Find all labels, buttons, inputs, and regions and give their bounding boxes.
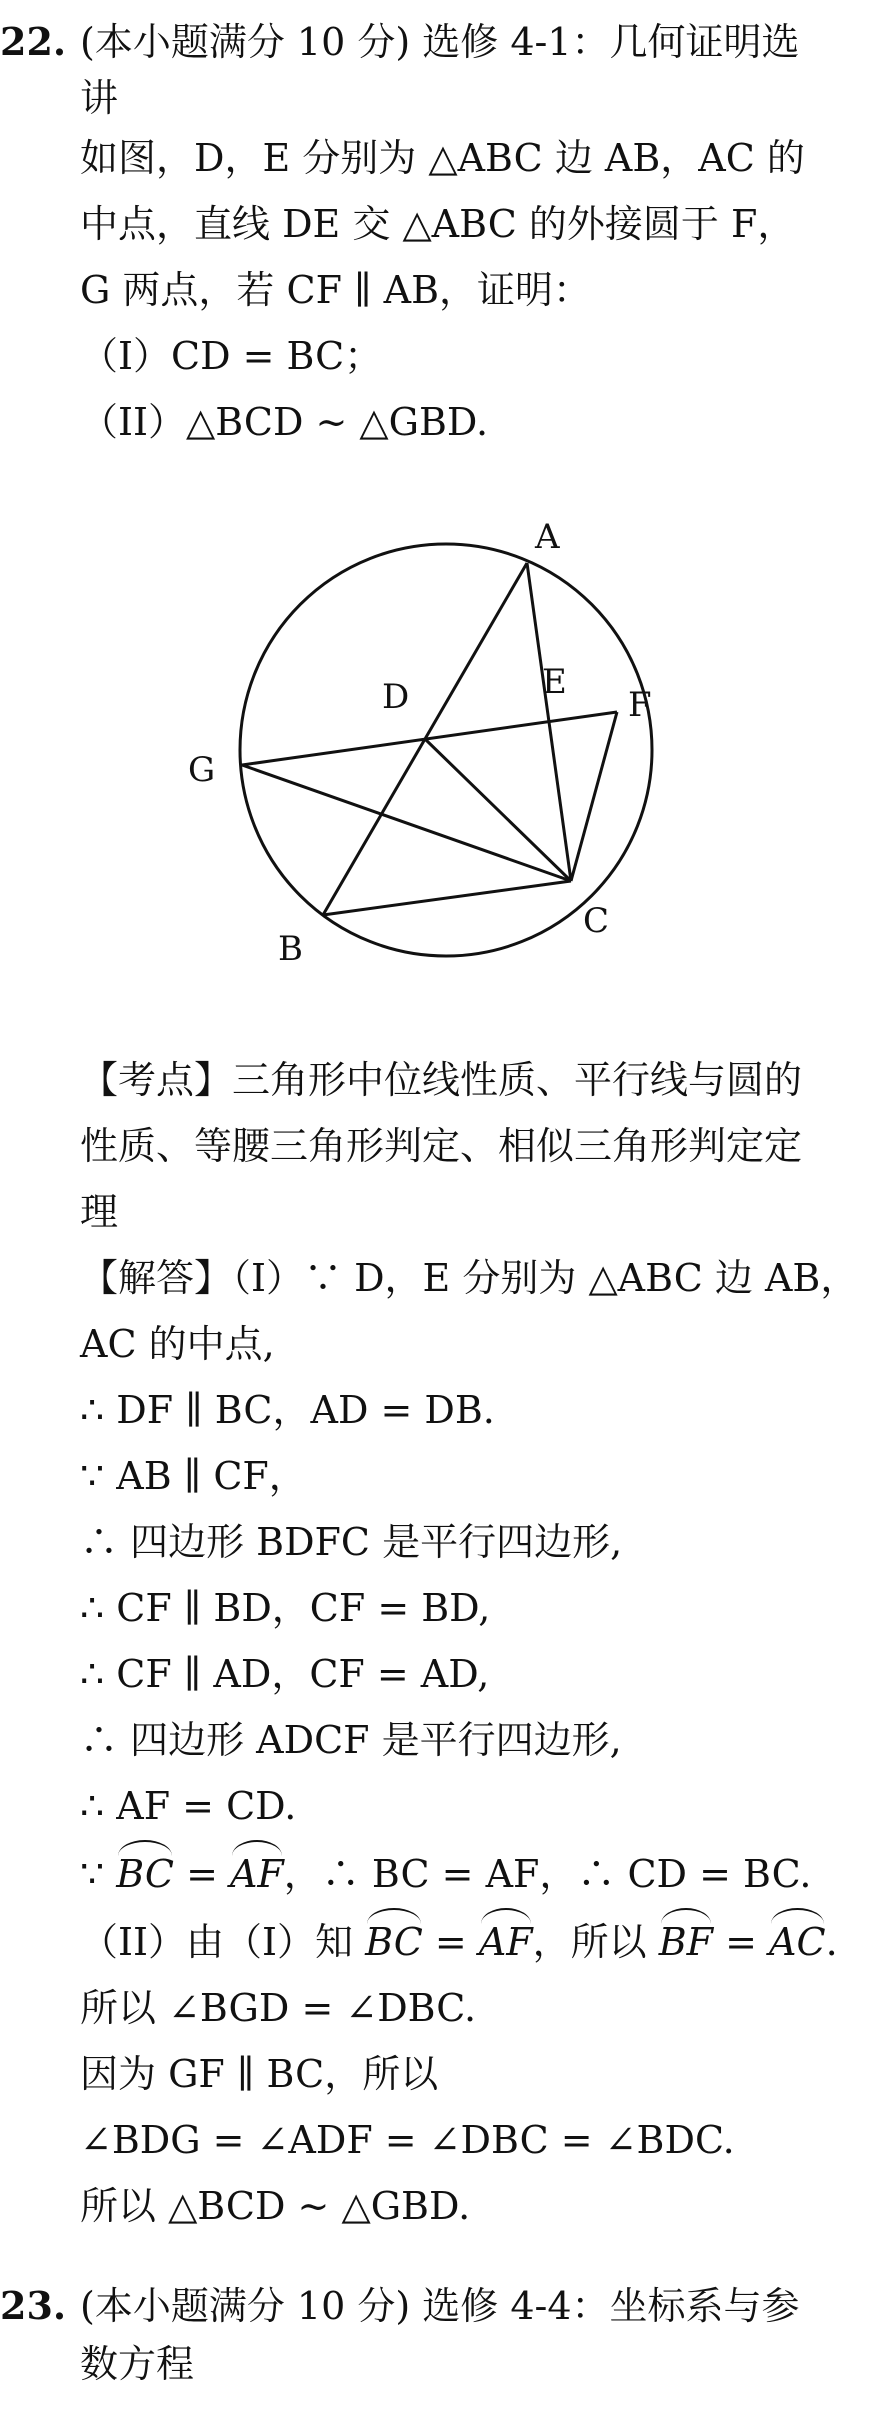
arc-bc: BC bbox=[116, 1846, 174, 1902]
solution-line-6: ∴ CF ∥ BD，CF = BD, bbox=[80, 1586, 491, 1630]
analysis-line-3: 理 bbox=[80, 1190, 119, 1234]
question-23-header-line-2: 数方程 bbox=[80, 2342, 195, 2386]
segment-gf bbox=[242, 712, 617, 765]
arc-ac: AC bbox=[769, 1914, 826, 1970]
circumcircle bbox=[240, 544, 652, 956]
geometry-figure bbox=[170, 505, 690, 975]
analysis-line-1: 【考点】三角形中位线性质、平行线与圆的 bbox=[80, 1058, 803, 1102]
solution-line-10: ∵ BC = AF，∴ BC = AF，∴ CD = BC. bbox=[80, 1846, 870, 1902]
question-22-stem-line-3: G 两点，若 CF ∥ AB，证明： bbox=[80, 268, 592, 312]
solution-line-4: ∵ AB ∥ CF， bbox=[80, 1454, 307, 1498]
analysis-line-2: 性质、等腰三角形判定、相似三角形判定定 bbox=[80, 1124, 803, 1168]
question-22-part-2: （II）△BCD ∼ △GBD. bbox=[80, 400, 489, 444]
solution-line-13: 因为 GF ∥ BC，所以 bbox=[80, 2052, 439, 2096]
arc-bc: BC bbox=[365, 1914, 423, 1970]
arc-bf: BF bbox=[659, 1914, 713, 1970]
label-c: C bbox=[583, 901, 610, 941]
solution-line-14: ∠BDG = ∠ADF = ∠DBC = ∠BDC. bbox=[80, 2118, 735, 2162]
solution-line-12: 所以 ∠BGD = ∠DBC. bbox=[80, 1986, 477, 2030]
segment-bc bbox=[323, 881, 571, 915]
question-23-number: 23. bbox=[0, 2283, 67, 2328]
label-e: E bbox=[542, 662, 567, 702]
solution-line-8: ∴ 四边形 ADCF 是平行四边形, bbox=[80, 1718, 622, 1762]
arc-af: AF bbox=[230, 1846, 284, 1902]
label-d: D bbox=[382, 677, 410, 717]
segment-gc bbox=[242, 765, 571, 881]
solution-line-5: ∴ 四边形 BDFC 是平行四边形, bbox=[80, 1520, 623, 1564]
segment-dc bbox=[425, 739, 571, 881]
segment-cf bbox=[571, 712, 617, 881]
solution-line-7: ∴ CF ∥ AD，CF = AD, bbox=[80, 1652, 490, 1696]
solution-line-15: 所以 △BCD ∼ △GBD. bbox=[80, 2184, 471, 2228]
solution-line-11: （II）由（I）知 BC = AF，所以 BF = AC. bbox=[80, 1914, 870, 1970]
question-23-header-line-1: (本小题满分 10 分) 选修 4-4：坐标系与参 bbox=[80, 2284, 800, 2328]
question-22-stem-line-1: 如图，D，E 分别为 △ABC 边 AB，AC 的 bbox=[80, 136, 805, 180]
label-b: B bbox=[278, 929, 303, 969]
solution-line-2: AC 的中点, bbox=[80, 1322, 275, 1366]
solution-line-3: ∴ DF ∥ BC，AD = DB. bbox=[80, 1388, 495, 1432]
question-22-number: 22. bbox=[0, 19, 67, 64]
question-22-header-line-1: (本小题满分 10 分) 选修 4-1：几何证明选 bbox=[80, 20, 800, 64]
solution-line-1: 【解答】（I）∵ D，E 分别为 △ABC 边 AB， bbox=[80, 1256, 859, 1300]
label-a: A bbox=[535, 517, 560, 557]
arc-af: AF bbox=[479, 1914, 533, 1970]
question-22-stem-line-2: 中点，直线 DE 交 △ABC 的外接圆于 F， bbox=[80, 202, 796, 246]
question-22-part-1: （I）CD = BC； bbox=[80, 334, 383, 378]
label-f: F bbox=[628, 685, 652, 725]
label-g: G bbox=[188, 750, 216, 790]
question-22-header-line-2: 讲 bbox=[80, 76, 119, 120]
solution-line-9: ∴ AF = CD. bbox=[80, 1784, 297, 1828]
